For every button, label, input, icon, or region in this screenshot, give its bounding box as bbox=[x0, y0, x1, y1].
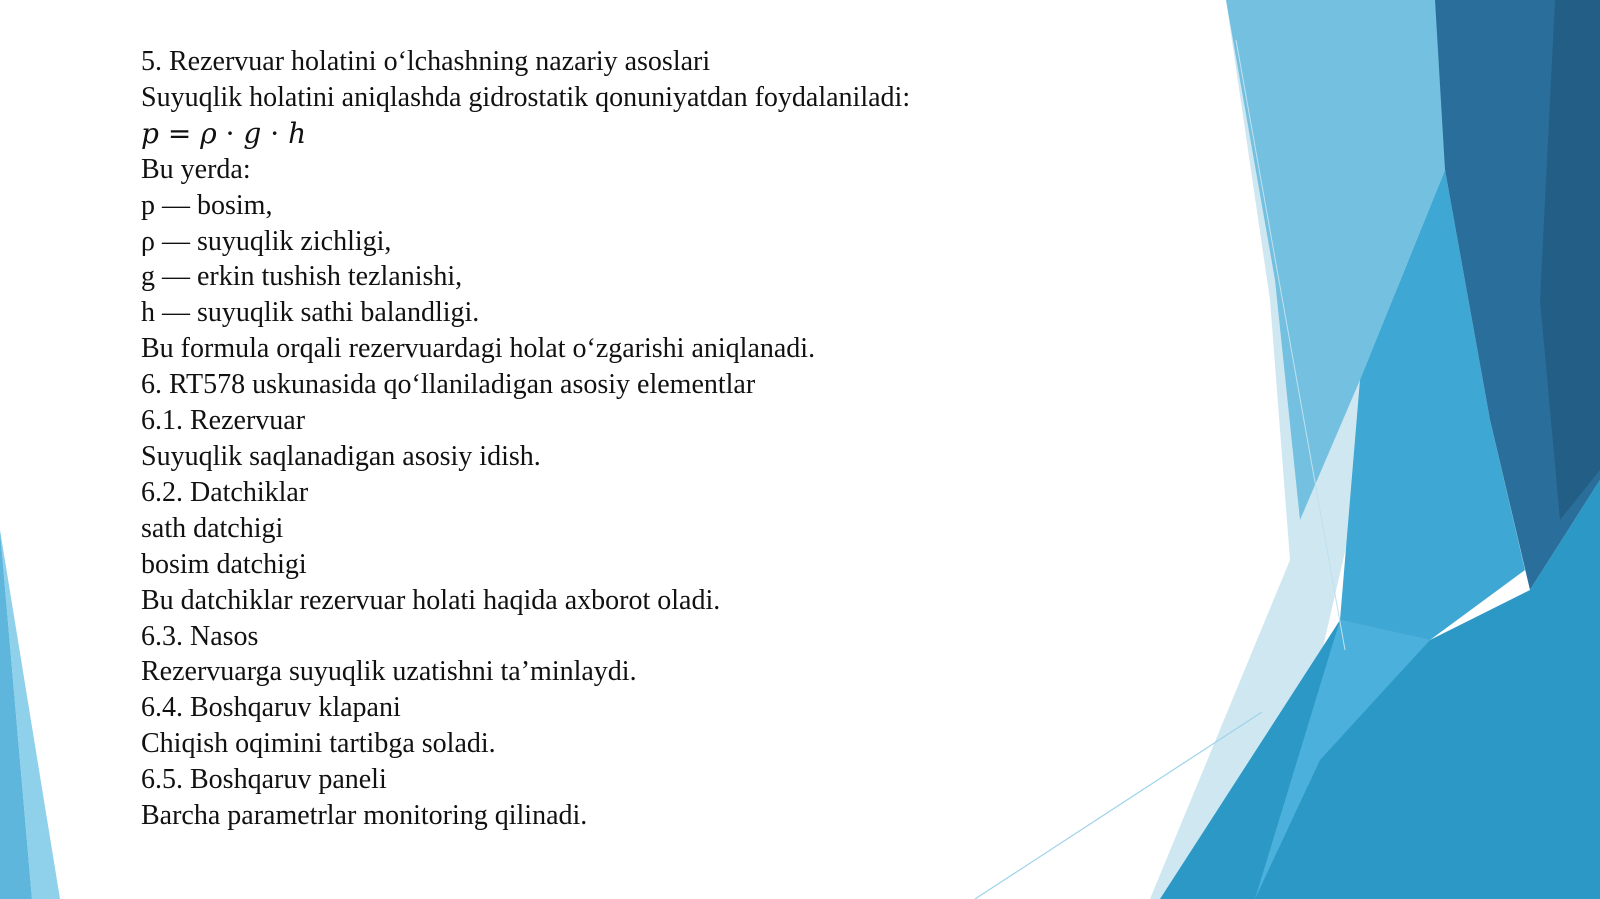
panel-description: Barcha parametrlar monitoring qilinadi. bbox=[141, 800, 588, 832]
slide-body bbox=[141, 44, 1191, 834]
definition-gravity: g — erkin tushish tezlanishi, bbox=[141, 261, 463, 293]
pressure-sensor: bosim datchigi bbox=[141, 548, 307, 580]
definition-height: h — suyuqlik sathi balandligi. bbox=[141, 297, 480, 329]
formula-p: p bbox=[141, 116, 159, 150]
definition-density: ρ — suyuqlik zichligi, bbox=[141, 225, 392, 257]
formula-h: h bbox=[288, 116, 307, 150]
hydrostatic-formula bbox=[141, 116, 1191, 152]
where-label: Bu yerda: bbox=[141, 153, 251, 185]
formula-rho: ρ bbox=[200, 116, 217, 150]
sensors-heading: 6.2. Datchiklar bbox=[141, 476, 309, 508]
definition-pressure: p — bosim, bbox=[141, 189, 273, 221]
tank-description: Suyuqlik saqlanadigan asosiy idish. bbox=[141, 440, 541, 472]
tank-heading: 6.1. Rezervuar bbox=[141, 405, 306, 437]
section5-title: 5. Rezervuar holatini o‘lchashning nazariy asoslari bbox=[141, 46, 711, 77]
section5-conclusion: Bu formula orqali rezervuardagi holat o‘zgarishi aniqlanadi. bbox=[141, 333, 816, 365]
formula-g: g bbox=[243, 116, 262, 150]
section5-intro: Suyuqlik holatini aniqlashda gidrostatik qonuniyatdan foydalaniladi: bbox=[141, 81, 911, 113]
level-sensor: sath datchigi bbox=[141, 512, 284, 544]
panel-heading: 6.5. Boshqaruv paneli bbox=[141, 764, 387, 796]
formula-dot-1: · bbox=[225, 116, 235, 150]
pump-heading: 6.3. Nasos bbox=[141, 620, 259, 652]
valve-heading: 6.4. Boshqaruv klapani bbox=[141, 692, 401, 724]
pump-description: Rezervuarga suyuqlik uzatishni ta’minlaydi. bbox=[141, 656, 637, 688]
formula-equals: = bbox=[167, 116, 192, 150]
section6-title: 6. RT578 uskunasida qo‘llaniladigan asosiy elementlar bbox=[141, 369, 756, 401]
valve-description: Chiqish oqimini tartibga soladi. bbox=[141, 728, 496, 760]
formula-dot-2: · bbox=[270, 116, 280, 150]
sensors-description: Bu datchiklar rezervuar holati haqida axborot oladi. bbox=[141, 584, 721, 616]
